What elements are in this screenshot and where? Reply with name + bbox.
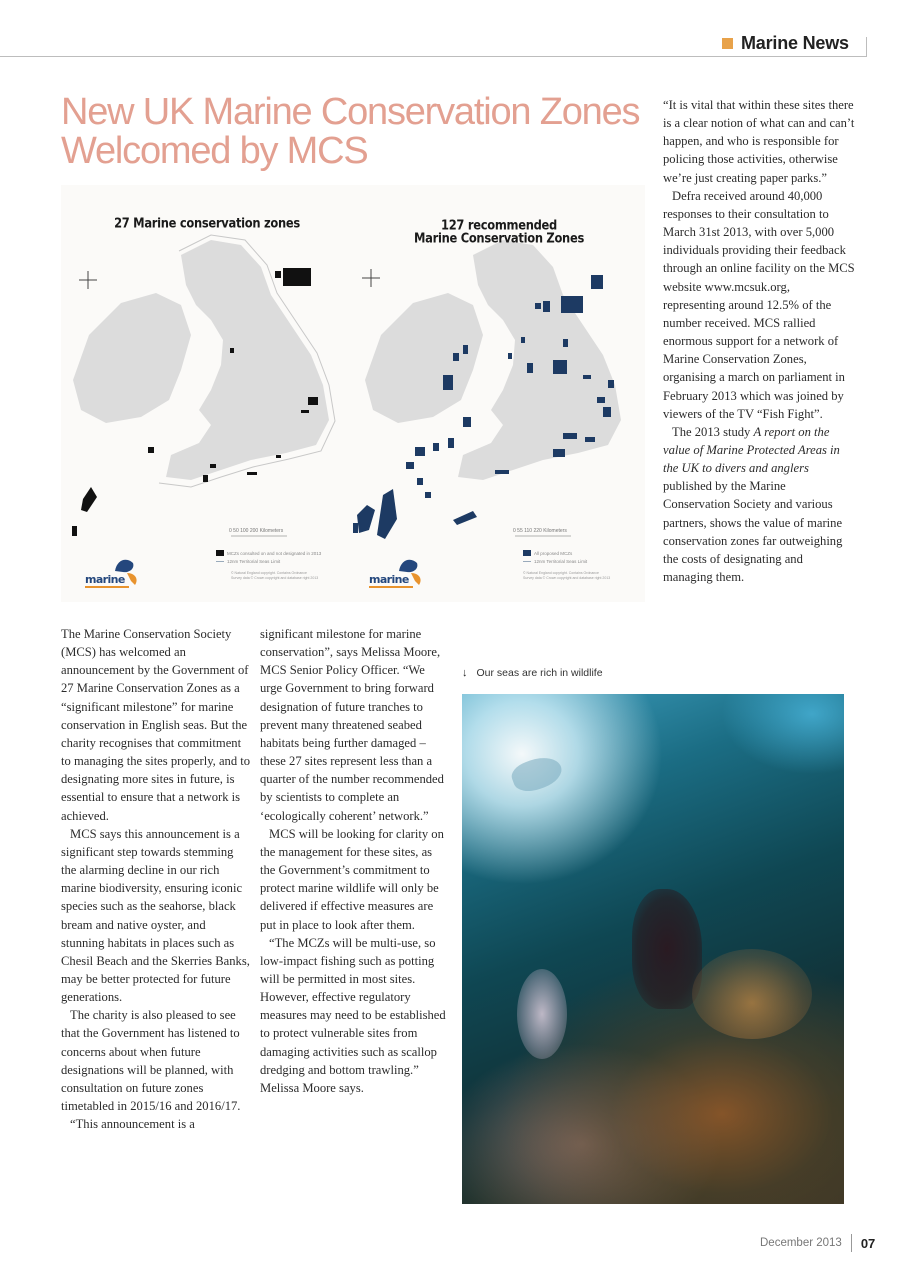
page-footer [760,1234,875,1252]
map-title: 27 Marine conservation zones [114,214,300,231]
section-label: Marine News [741,32,849,53]
legend-item-limit: 12nm Territorial Seas Limit [523,559,587,564]
underwater-photo [462,694,844,1204]
mcs-logo: marine [367,555,429,595]
article-column-3 [663,96,855,586]
paragraph: MCS will be looking for clarity on the management for these sites, as the Government’s commitment to protect marine wildlife will only be delivered if effective measures are put in place to look after them. [260,826,444,932]
article-headline: New UK Marine Conservation Zones Welcomed by MCS [61,91,640,172]
paragraph: The 2013 study A report on the value of Marine Protected Areas in the UK to divers and anglers published by the Marine Conservation Society and various partners, shows the value of marine conservation zones far outweighing the costs of designating and managing them. [663,424,843,585]
caption-text: Our seas are rich in wildlife [476,667,603,679]
map-copyright: © Natural England copyright. Contains Ordnance Survey data © Crown copyright and database right 2013 [523,571,611,580]
article-column-1 [61,625,251,1133]
page-number: 07 [860,1235,876,1251]
scale-bar-labels: 0 55 110 220 Kilometers [513,528,567,534]
paragraph: “It is vital that within these sites there is a clear notion of what can and can’t happen, and who is responsible for policing those activities, otherwise we’re just creating paper parks.” [663,98,855,185]
paragraph: “This announcement is a [70,1117,195,1132]
uk-map-graphic [61,185,353,602]
mcs-logo: marine [83,555,145,595]
diver-silhouette [508,751,565,796]
soft-coral [517,969,567,1059]
header-rule [0,56,866,57]
compass-rose-icon [362,269,380,287]
section-tag [722,32,849,54]
paragraph: “The MCZs will be multi-use, so low-impact fishing such as potting will be permitted in most sites. However, effective regulatory measures may need to be established to protect vulnerable sites from damaging activities such as scallop dredging and bottom trawling.” Melissa Moore says. [260,935,446,1095]
line-icon [523,561,531,562]
paragraph: The Marine Conservation Society (MCS) has welcomed an announcement by the Government of 27 Marine Conservation Zones as a “significant milestone” for marine conservation in English seas. But the charity recognises that commitment to managing the sites properly, and to designating more sites in future, is essential to ensure that a network is achieved. [61,627,251,823]
arrow-down-icon: ↓ [462,667,468,679]
legend-item-limit: 12nm Territorial Seas Limit [216,559,280,564]
scale-bar-labels: 0 50 100 200 Kilometers [229,528,284,534]
issue-date: December 2013 [760,1237,842,1249]
navy-swatch-icon [523,550,531,556]
compass-rose-icon [79,271,97,289]
map-copyright: © Natural England copyright. Contains Ordnance Survey data © Crown copyright and database right 2013 [231,571,319,580]
uk-map-graphic [353,185,645,602]
seaweed [692,949,812,1039]
paragraph: MCS says this announcement is a significant step towards stemming the alarming decline in our rich marine biodiversity, ensuring iconic species such as the seahorse, black bream and native oyster, and stunning habitats in places such as Chesil Beach and the Skerries Banks, may be better protected for future generations. [61,826,250,1005]
article-column-2 [260,625,450,1097]
paragraph: significant milestone for marine conservation”, says Melissa Moore, MCS Senior Policy Officer. “We urge Government to bring forward designation of future tranches to prevent many threatened seabed habitats being further damaged – these 27 sites represent less than a quarter of the number recommended by scientists to complete an ‘ecologically coherent’ network.” [260,627,444,823]
map-title-line1: 127 recommended [441,216,557,233]
black-swatch-icon [216,550,224,556]
legend-item-zones: All proposed MCZs [523,550,572,556]
line-icon [216,561,224,562]
map-title-line2: Marine Conservation Zones [413,229,584,246]
footer-divider [851,1234,852,1252]
paragraph: The charity is also pleased to see that the Government has listened to concerns about when future designations will be planned, with consultation on future zones timetabled in 2015/16 and 2016/17. [61,1008,241,1114]
report-title: A report on the value of Marine Protected Areas in the UK to divers and anglers [663,424,840,476]
header-rule-end [866,37,867,57]
section-marker-icon [722,38,733,49]
map-127-recommended-mczs [353,185,645,602]
mcz-maps-figure [61,185,645,602]
paragraph: Defra received around 40,000 responses to their consultation to March 31st 2013, with over 5,000 individuals providing their feedback through an online facility on the MCS website www.mcsuk.org, representing around 12.5% of the number received. MCS rallied enormous support for a network of Marine Conservation Zones, organising a march on parliament in February 2013 which was joined by viewers of the TV “Fish Fight”. [663,188,855,421]
map-27-mczs [61,185,353,602]
photo-caption [462,667,603,679]
legend-item-zones: MCZs consulted on and not designated in 2013 [216,550,321,556]
